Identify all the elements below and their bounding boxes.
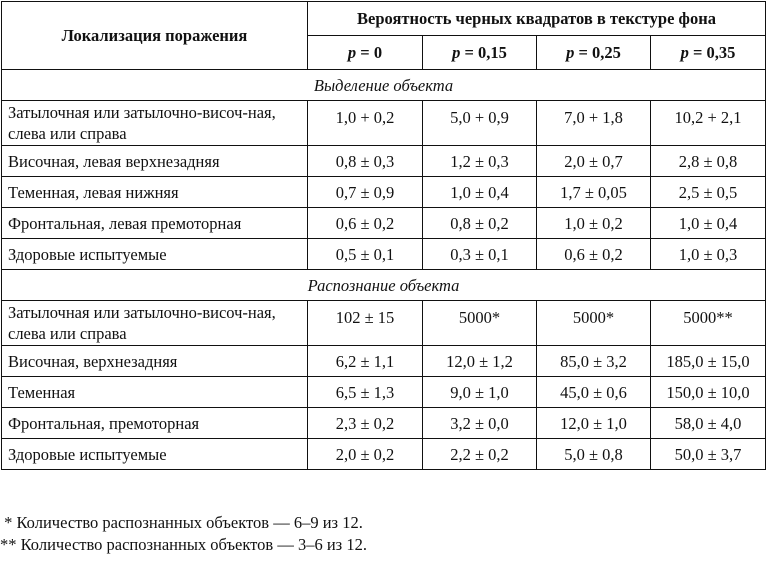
cell-value: 2,3 ± 0,2 [308,408,423,439]
cell-value: 6,5 ± 1,3 [308,377,423,408]
cell-value: 5000* [537,301,651,346]
cell-value: 1,0 ± 0,4 [423,177,537,208]
cell-value: 185,0 ± 15,0 [651,346,766,377]
cell-value: 0,8 ± 0,2 [423,208,537,239]
cell-value: 2,0 ± 0,2 [308,439,423,470]
header-p-col: p = 0,35 [651,36,766,70]
footnotes [0,512,766,556]
cell-value: 0,3 ± 0,1 [423,239,537,270]
row-label: Затылочная или затылочно-височ-ная, слева или справа [2,101,308,146]
row-label: Затылочная или затылочно-височ-ная, слева или справа [2,301,308,346]
cell-value: 3,2 ± 0,0 [423,408,537,439]
cell-value: 0,7 ± 0,9 [308,177,423,208]
cell-value: 1,7 ± 0,05 [537,177,651,208]
footnote-single-asterisk: * Количество распознанных объектов — 6–9 из 12. [0,513,363,532]
cell-value: 1,0 ± 0,3 [651,239,766,270]
cell-value: 5,0 ± 0,8 [537,439,651,470]
cell-value: 1,0 ± 0,2 [537,208,651,239]
table-row [2,408,766,439]
row-label: Височная, левая верхнезадняя [2,146,308,177]
cell-value: 58,0 ± 4,0 [651,408,766,439]
row-label: Височная, верхнезадняя [2,346,308,377]
header-location: Локализация поражения [2,2,308,70]
cell-value: 1,0 ± 0,4 [651,208,766,239]
cell-value: 0,6 ± 0,2 [308,208,423,239]
cell-value: 45,0 ± 0,6 [537,377,651,408]
cell-value: 5000* [423,301,537,346]
table-row [2,346,766,377]
footnote-double-asterisk: ** Количество распознанных объектов — 3–6 из 12. [0,535,367,554]
row-label: Фронтальная, левая премоторная [2,208,308,239]
cell-value: 2,8 ± 0,8 [651,146,766,177]
section-title: Распознание объекта [2,270,766,301]
cell-value: 150,0 ± 10,0 [651,377,766,408]
cell-value: 2,2 ± 0,2 [423,439,537,470]
cell-value: 5,0 + 0,9 [423,101,537,146]
table-row [2,208,766,239]
cell-value: 6,2 ± 1,1 [308,346,423,377]
cell-value: 12,0 ± 1,2 [423,346,537,377]
cell-value: 1,2 ± 0,3 [423,146,537,177]
cell-value: 7,0 + 1,8 [537,101,651,146]
cell-value: 1,0 + 0,2 [308,101,423,146]
cell-value: 50,0 ± 3,7 [651,439,766,470]
cell-value: 0,5 ± 0,1 [308,239,423,270]
cell-value: 85,0 ± 3,2 [537,346,651,377]
row-label: Здоровые испытуемые [2,439,308,470]
header-p-col: p = 0 [308,36,423,70]
table-row [2,146,766,177]
cell-value: 102 ± 15 [308,301,423,346]
table-row [2,439,766,470]
row-label: Здоровые испытуемые [2,239,308,270]
header-probability: Вероятность черных квадратов в текстуре фона [308,2,766,36]
row-label: Теменная, левая нижняя [2,177,308,208]
header-p-col: p = 0,25 [537,36,651,70]
section-title: Выделение объекта [2,70,766,101]
cell-value: 9,0 ± 1,0 [423,377,537,408]
cell-value: 12,0 ± 1,0 [537,408,651,439]
table-row [2,177,766,208]
header-p-col: p = 0,15 [423,36,537,70]
table-row [2,239,766,270]
table-row [2,101,766,146]
table-row [2,301,766,346]
cell-value: 5000** [651,301,766,346]
cell-value: 0,6 ± 0,2 [537,239,651,270]
data-table [1,1,766,470]
cell-value: 2,5 ± 0,5 [651,177,766,208]
cell-value: 10,2 + 2,1 [651,101,766,146]
cell-value: 0,8 ± 0,3 [308,146,423,177]
row-label: Фронтальная, премоторная [2,408,308,439]
row-label: Теменная [2,377,308,408]
table-row [2,377,766,408]
cell-value: 2,0 ± 0,7 [537,146,651,177]
